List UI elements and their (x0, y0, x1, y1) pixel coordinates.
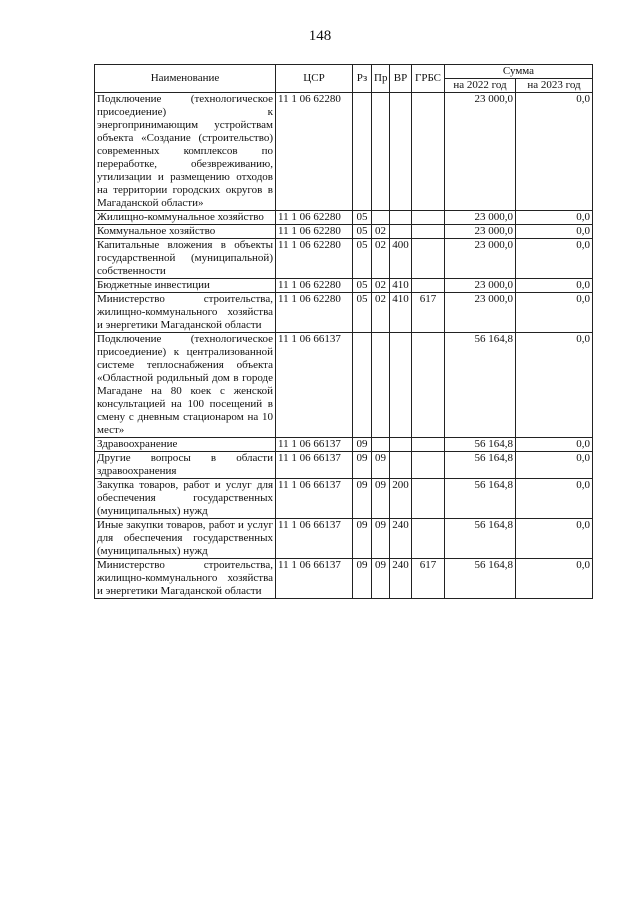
row-grbs (412, 519, 445, 559)
row-name: Иные закупки товаров, работ и услуг для обеспечения государственных (муниципальных) нужд (95, 519, 276, 559)
page-number: 148 (308, 28, 332, 44)
row-pr: 02 (372, 279, 390, 293)
table-row (95, 211, 593, 225)
row-csr: 11 1 06 62280 (276, 211, 353, 225)
row-pr: 09 (372, 452, 390, 479)
row-name: Подключение (технологическое присоедиение) к централизованной системе теплоснабжения объекта «Областной родильный дом в городе Магадане на 80 коек с женской консультацией на 100 посещений в смену с дневным стационаром на 10 мест» (95, 333, 276, 438)
row-sum-2022: 23 000,0 (445, 225, 516, 239)
row-pr (372, 211, 390, 225)
row-sum-2023: 0,0 (516, 559, 593, 599)
header-name: Наименование (95, 65, 276, 93)
row-rz: 09 (353, 452, 372, 479)
row-sum-2022: 56 164,8 (445, 559, 516, 599)
row-csr: 11 1 06 66137 (276, 438, 353, 452)
row-rz: 05 (353, 293, 372, 333)
row-csr: 11 1 06 62280 (276, 225, 353, 239)
row-rz: 05 (353, 279, 372, 293)
table-row (95, 279, 593, 293)
row-grbs: 617 (412, 293, 445, 333)
row-csr: 11 1 06 66137 (276, 333, 353, 438)
row-vr (390, 211, 412, 225)
table-row (95, 225, 593, 239)
row-sum-2023: 0,0 (516, 239, 593, 279)
row-grbs (412, 279, 445, 293)
row-csr: 11 1 06 66137 (276, 452, 353, 479)
row-vr: 240 (390, 559, 412, 599)
row-pr: 02 (372, 293, 390, 333)
row-name: Министерство строительства, жилищно-коммунального хозяйства и энергетики Магаданской области (95, 559, 276, 599)
row-name: Подключение (технологическое присоедиение) к энергопринимающим устройствам объекта «Создание (строительство) современных комплексов по переработке, обезвреживанию, утилизации и размещению отходов на территории городских округов в Магаданской области» (95, 93, 276, 211)
row-rz: 09 (353, 519, 372, 559)
header-vr: ВР (390, 65, 412, 93)
row-sum-2023: 0,0 (516, 211, 593, 225)
row-grbs (412, 333, 445, 438)
row-sum-2023: 0,0 (516, 479, 593, 519)
table-row (95, 438, 593, 452)
row-vr: 400 (390, 239, 412, 279)
row-pr (372, 333, 390, 438)
row-sum-2023: 0,0 (516, 93, 593, 211)
row-vr (390, 452, 412, 479)
row-rz: 05 (353, 239, 372, 279)
row-sum-2023: 0,0 (516, 452, 593, 479)
header-pr: Пр (372, 65, 390, 93)
row-name: Министерство строительства, жилищно-коммунального хозяйства и энергетики Магаданской области (95, 293, 276, 333)
row-name: Здравоохранение (95, 438, 276, 452)
table-header (95, 65, 593, 93)
row-grbs: 617 (412, 559, 445, 599)
row-vr: 200 (390, 479, 412, 519)
table-row (95, 293, 593, 333)
row-sum-2022: 23 000,0 (445, 211, 516, 225)
row-pr: 02 (372, 239, 390, 279)
row-vr: 410 (390, 279, 412, 293)
budget-table (94, 64, 593, 599)
row-pr (372, 93, 390, 211)
row-sum-2022: 23 000,0 (445, 293, 516, 333)
row-vr: 240 (390, 519, 412, 559)
row-grbs (412, 211, 445, 225)
table-row (95, 93, 593, 211)
row-name: Коммунальное хозяйство (95, 225, 276, 239)
header-grbs: ГРБС (412, 65, 445, 93)
row-csr: 11 1 06 62280 (276, 293, 353, 333)
row-grbs (412, 239, 445, 279)
row-csr: 11 1 06 62280 (276, 239, 353, 279)
row-pr (372, 438, 390, 452)
row-name: Капитальные вложения в объекты государственной (муниципальной) собственности (95, 239, 276, 279)
row-pr: 09 (372, 519, 390, 559)
row-csr: 11 1 06 62280 (276, 279, 353, 293)
row-sum-2022: 23 000,0 (445, 279, 516, 293)
row-name: Другие вопросы в области здравоохранения (95, 452, 276, 479)
row-sum-2022: 56 164,8 (445, 333, 516, 438)
row-csr: 11 1 06 66137 (276, 479, 353, 519)
row-vr (390, 333, 412, 438)
row-csr: 11 1 06 66137 (276, 519, 353, 559)
header-year-2023: на 2023 год (516, 79, 593, 93)
header-rz: Рз (353, 65, 372, 93)
row-rz (353, 93, 372, 211)
table-body (95, 93, 593, 599)
row-sum-2023: 0,0 (516, 225, 593, 239)
row-name: Жилищно-коммунальное хозяйство (95, 211, 276, 225)
table-row (95, 479, 593, 519)
row-grbs (412, 225, 445, 239)
table-row (95, 559, 593, 599)
row-grbs (412, 452, 445, 479)
row-pr: 02 (372, 225, 390, 239)
row-rz: 09 (353, 559, 372, 599)
row-sum-2022: 56 164,8 (445, 479, 516, 519)
row-sum-2022: 56 164,8 (445, 452, 516, 479)
row-name: Закупка товаров, работ и услуг для обеспечения государственных (муниципальных) нужд (95, 479, 276, 519)
row-sum-2023: 0,0 (516, 438, 593, 452)
row-csr: 11 1 06 66137 (276, 559, 353, 599)
row-grbs (412, 93, 445, 211)
row-rz (353, 333, 372, 438)
table-row (95, 333, 593, 438)
row-rz: 09 (353, 479, 372, 519)
row-vr: 410 (390, 293, 412, 333)
header-sum: Сумма (445, 65, 593, 79)
table-row (95, 519, 593, 559)
table-row (95, 452, 593, 479)
row-pr: 09 (372, 559, 390, 599)
row-sum-2022: 56 164,8 (445, 438, 516, 452)
row-rz: 05 (353, 211, 372, 225)
row-sum-2023: 0,0 (516, 519, 593, 559)
row-pr: 09 (372, 479, 390, 519)
row-name: Бюджетные инвестиции (95, 279, 276, 293)
row-csr: 11 1 06 62280 (276, 93, 353, 211)
row-sum-2022: 23 000,0 (445, 239, 516, 279)
header-year-2022: на 2022 год (445, 79, 516, 93)
row-grbs (412, 438, 445, 452)
row-sum-2023: 0,0 (516, 279, 593, 293)
row-vr (390, 93, 412, 211)
row-rz: 05 (353, 225, 372, 239)
table-row (95, 239, 593, 279)
row-sum-2022: 23 000,0 (445, 93, 516, 211)
row-grbs (412, 479, 445, 519)
row-rz: 09 (353, 438, 372, 452)
row-sum-2022: 56 164,8 (445, 519, 516, 559)
header-csr: ЦСР (276, 65, 353, 93)
row-vr (390, 438, 412, 452)
row-vr (390, 225, 412, 239)
row-sum-2023: 0,0 (516, 333, 593, 438)
row-sum-2023: 0,0 (516, 293, 593, 333)
